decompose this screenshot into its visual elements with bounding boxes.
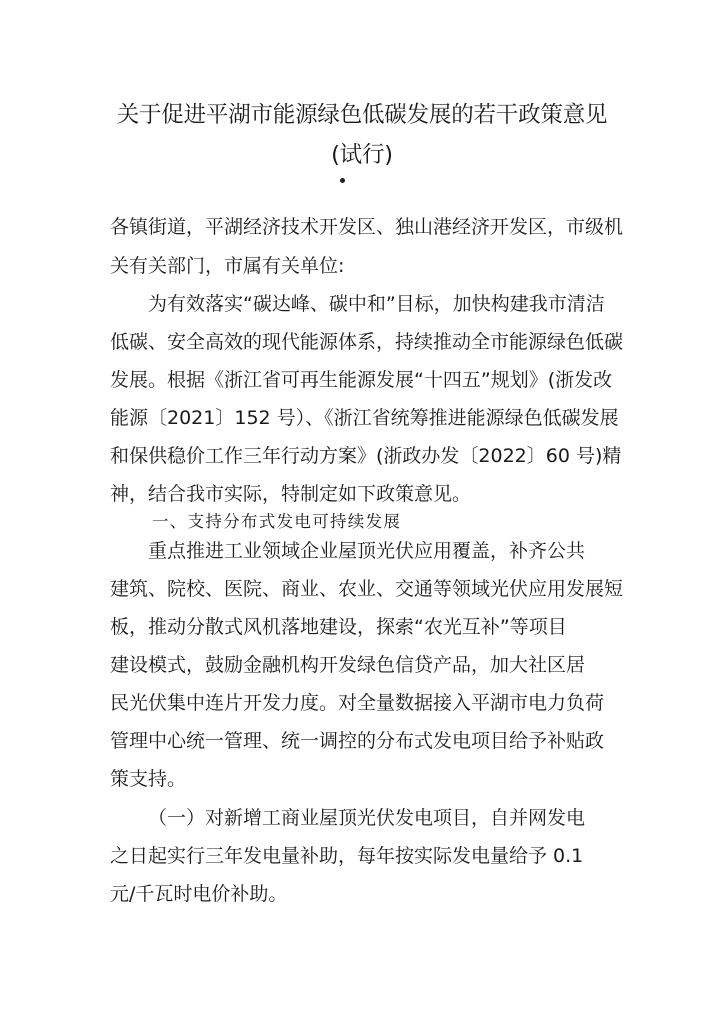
section-body-line-7: 策支持。	[110, 768, 187, 790]
section-heading: 一、支持分布式发电可持续发展	[152, 512, 402, 531]
section-body-line-1: 重点推进工业领域企业屋顶光伏应用覆盖，补齐公共	[148, 540, 586, 562]
item-line-1: （一）对新增工商业屋顶光伏发电项目，自并网发电	[148, 807, 586, 829]
section-body-line-2: 建筑、院校、医院、商业、农业、交通等领域光伏应用发展短	[110, 578, 624, 600]
section-body-line-6: 管理中心统一管理、统一调控的分布式发电项目给予补贴政	[110, 730, 605, 752]
addressee-line-1: 各镇街道，平湖经济技术开发区、独山港经济开发区，市级机	[110, 216, 624, 238]
item-line-3: 元/千瓦时电价补助。	[110, 883, 288, 905]
document-title: 关于促进平湖市能源绿色低碳发展的若干政策意见	[116, 102, 608, 128]
section-body-line-4: 建设模式，鼓励金融机构开发绿色信贷产品，加大社区居	[110, 654, 586, 676]
bullet-dot	[340, 178, 345, 183]
document-title-subtitle: (试行)	[331, 142, 393, 168]
intro-line-3: 发展。根据《浙江省可再生能源发展“十四五”规划》(浙发改	[110, 369, 613, 391]
intro-line-1: 为有效落实“碳达峰、碳中和”目标，加快构建我市清洁	[148, 293, 605, 315]
intro-line-5: 和保供稳价工作三年行动方案》(浙政办发〔2022〕60 号)精	[110, 445, 622, 467]
intro-line-4: 能源〔2021〕152 号）、《浙江省统筹推进能源绿色低碳发展	[110, 407, 619, 429]
intro-line-2: 低碳、安全高效的现代能源体系，持续推动全市能源绿色低碳	[110, 331, 624, 353]
section-body-line-3: 板，推动分散式风机落地建设，探索“农光互补”等项目	[110, 616, 567, 638]
section-body-line-5: 民光伏集中连片开发力度。对全量数据接入平湖市电力负荷	[110, 692, 605, 714]
addressee-line-2: 关有关部门，市属有关单位:	[110, 255, 345, 277]
intro-line-6: 神，结合我市实际，特制定如下政策意见。	[110, 483, 472, 505]
item-line-2: 之日起实行三年发电量补助，每年按实际发电量给予 0.1	[110, 845, 584, 867]
